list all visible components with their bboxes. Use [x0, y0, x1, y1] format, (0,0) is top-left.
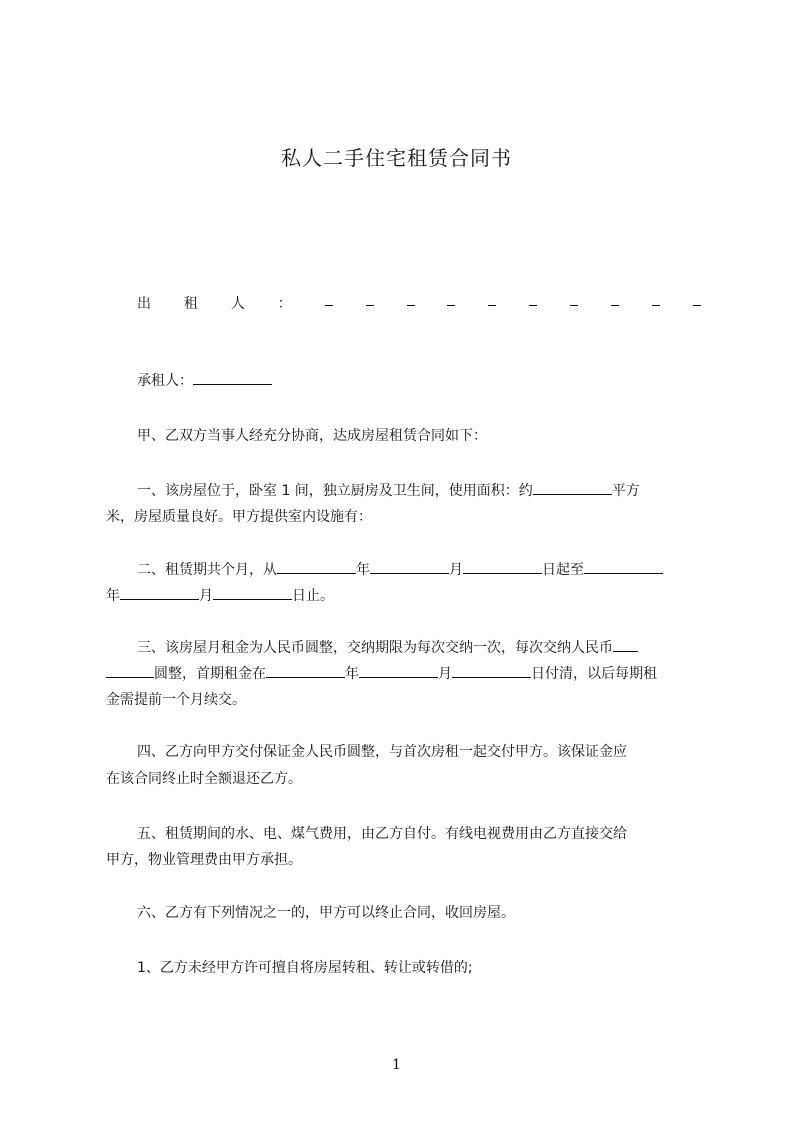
start-month-blank[interactable] [370, 560, 449, 574]
blank-dash[interactable] [611, 293, 619, 306]
clause-4-line-2: 在该合同终止时全额退还乙方。 [106, 771, 302, 787]
clause-2-line-2 [106, 586, 334, 605]
clause-1-line-2: 米，房屋质量良好。甲方提供室内设施有： [106, 509, 372, 525]
blank-dash[interactable] [529, 293, 537, 306]
clause-4-line-1: 四、乙方向甲方交付保证金人民币圆整，与首次房租一起交付甲方。该保证金应 [137, 744, 627, 760]
end-year-blank[interactable] [584, 560, 663, 574]
clause-3-text-2: 圆整，首期租金在 [154, 666, 266, 682]
area-blank[interactable] [533, 481, 612, 495]
blank-dash[interactable] [325, 293, 333, 306]
month-label: 月 [438, 666, 452, 682]
clause-1-unit: 平方 [611, 483, 640, 499]
page-number: 1 [392, 1057, 401, 1073]
blank-dash[interactable] [570, 293, 578, 306]
lessor-char: 人 [230, 296, 245, 312]
blank-dash[interactable] [693, 293, 701, 306]
month-label: 月 [199, 588, 213, 604]
clause-6-item-1: 1、乙方未经甲方许可擅自将房屋转租、转让或转借的; [137, 960, 473, 976]
clause-3-line-2 [106, 664, 657, 683]
first-rent-year-blank[interactable] [266, 664, 345, 678]
lessor-char: ： [277, 296, 292, 312]
clause-1-line-1 [137, 481, 640, 500]
start-year-blank[interactable] [277, 560, 356, 574]
lessee-line [137, 371, 272, 390]
first-rent-day-blank[interactable] [452, 664, 531, 678]
start-day-blank[interactable] [463, 560, 542, 574]
lessee-label: 承租人： [137, 373, 193, 389]
clause-5-line-2: 甲方，物业管理费由甲方承担。 [106, 852, 302, 868]
blank-dash[interactable] [366, 293, 374, 306]
blank-dash[interactable] [488, 293, 496, 306]
month-label: 月 [449, 562, 463, 578]
year-label: 年 [345, 666, 359, 682]
blank-dash[interactable] [407, 293, 415, 306]
amount-blank-part-2[interactable] [106, 664, 154, 678]
clause-3-line-3: 金需提前一个月续交。 [106, 692, 246, 708]
lessor-line [137, 293, 701, 313]
blank-dash[interactable] [447, 293, 455, 306]
end-month-blank[interactable] [120, 586, 199, 600]
intro-paragraph: 甲、乙双方当事人经充分协商，达成房屋租赁合同如下： [137, 428, 487, 444]
amount-blank-part-1[interactable] [613, 638, 638, 652]
page-title: 私人二手住宅租赁合同书 [281, 146, 512, 170]
blank-dash[interactable] [652, 293, 660, 306]
lessor-char: 出 [137, 296, 151, 312]
clause-5-line-1: 五、租赁期间的水、电、煤气费用，由乙方自付。有线电视费用由乙方直接交给 [137, 826, 627, 842]
year-label: 年 [106, 588, 120, 604]
clause-3-text-3: 日付清，以后每期租 [531, 666, 657, 682]
first-rent-month-blank[interactable] [359, 664, 438, 678]
year-label: 年 [356, 562, 370, 578]
clause-3-line-1 [137, 638, 638, 657]
end-label: 日止。 [292, 588, 334, 604]
lessor-char: 租 [183, 296, 198, 312]
clause-3-text: 三、该房屋月租金为人民币圆整，交纳期限为每次交纳一次，每次交纳人民币 [137, 640, 613, 656]
lessee-blank[interactable] [193, 371, 272, 385]
from-label: 日起至 [542, 562, 584, 578]
clause-2-text: 二、租赁期共个月，从 [137, 562, 277, 578]
clause-2-line-1 [137, 560, 663, 579]
clause-6: 六、乙方有下列情况之一的，甲方可以终止合同，收回房屋。 [137, 905, 515, 921]
clause-1-text: 一、该房屋位于，卧室 1 间，独立厨房及卫生间，使用面积：约 [137, 483, 533, 499]
end-day-blank[interactable] [213, 586, 292, 600]
